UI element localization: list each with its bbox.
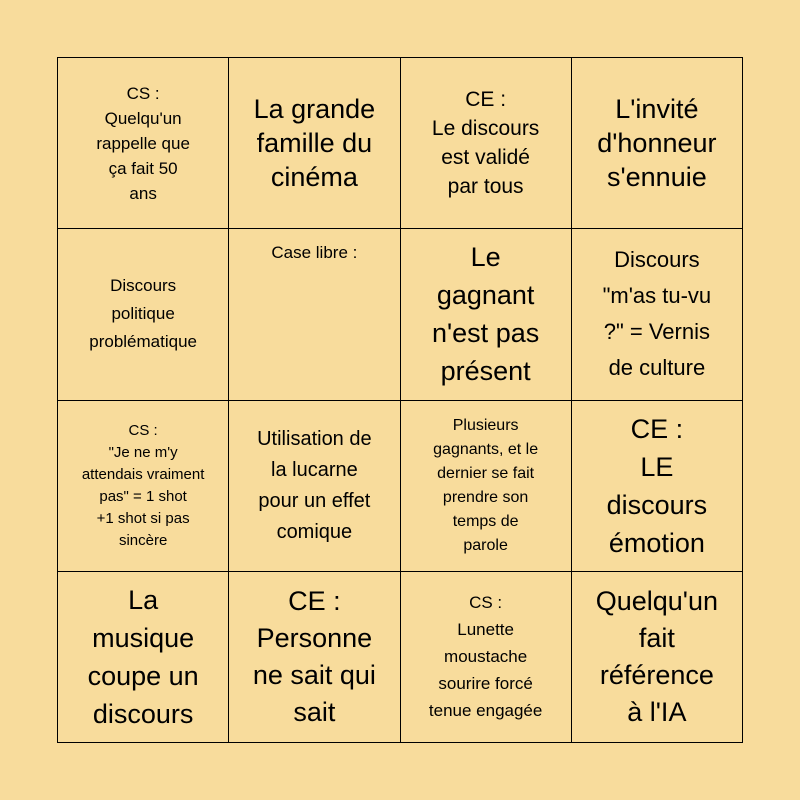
cell-text: Quelqu'un fait référence à l'IA <box>595 585 718 727</box>
cell-text: CS : Lunette moustache sourire forcé tenue engagée <box>428 593 543 721</box>
bingo-cell-16[interactable] <box>572 572 743 743</box>
bingo-cell-13[interactable] <box>58 572 229 743</box>
cell-text: Discours "m'as tu-vu ?" = Vernis de culture <box>602 247 712 381</box>
bingo-cell-4[interactable] <box>572 58 743 229</box>
bingo-cell-3[interactable] <box>401 58 572 229</box>
bingo-cell-1[interactable] <box>58 58 229 229</box>
cell-text: CS : Quelqu'un rappelle que ça fait 50 ans <box>96 83 190 203</box>
cell-text: Plusieurs gagnants, et le dernier se fait prendre son temps de parole <box>433 416 539 554</box>
cell-text: Le gagnant n'est pas présent <box>432 242 540 387</box>
cell-text: CE : Le discours est validé par tous <box>431 88 540 199</box>
free-cell-label: Case libre : <box>271 243 358 263</box>
cell-text: Discours politique problématique <box>89 276 197 352</box>
bingo-cell-7[interactable] <box>401 229 572 400</box>
cell-text: Utilisation de la lucarne pour un effet comique <box>257 427 372 543</box>
cell-text: La musique coupe un discours <box>87 584 199 729</box>
bingo-cell-14[interactable] <box>229 572 400 743</box>
bingo-cell-5[interactable] <box>58 229 229 400</box>
bingo-cell-12[interactable] <box>572 401 743 572</box>
bingo-cell-11[interactable] <box>401 401 572 572</box>
cell-text: CS : "Je ne m'y attendais vraiment pas" = 1 shot +1 shot si pas sincère <box>81 421 205 549</box>
bingo-cell-8[interactable] <box>572 229 743 400</box>
cell-text: L'invité d'honneur s'ennuie <box>597 94 717 193</box>
cell-text: CE : Personne ne sait qui sait <box>252 585 376 727</box>
bingo-cell-2[interactable] <box>229 58 400 229</box>
bingo-cell-9[interactable] <box>58 401 229 572</box>
cell-text: La grande famille du cinéma <box>253 94 376 193</box>
bingo-cell-free[interactable] <box>229 229 400 400</box>
bingo-board <box>57 57 743 743</box>
bingo-cell-15[interactable] <box>401 572 572 743</box>
bingo-cell-10[interactable] <box>229 401 400 572</box>
cell-text: CE : LE discours émotion <box>606 413 708 558</box>
